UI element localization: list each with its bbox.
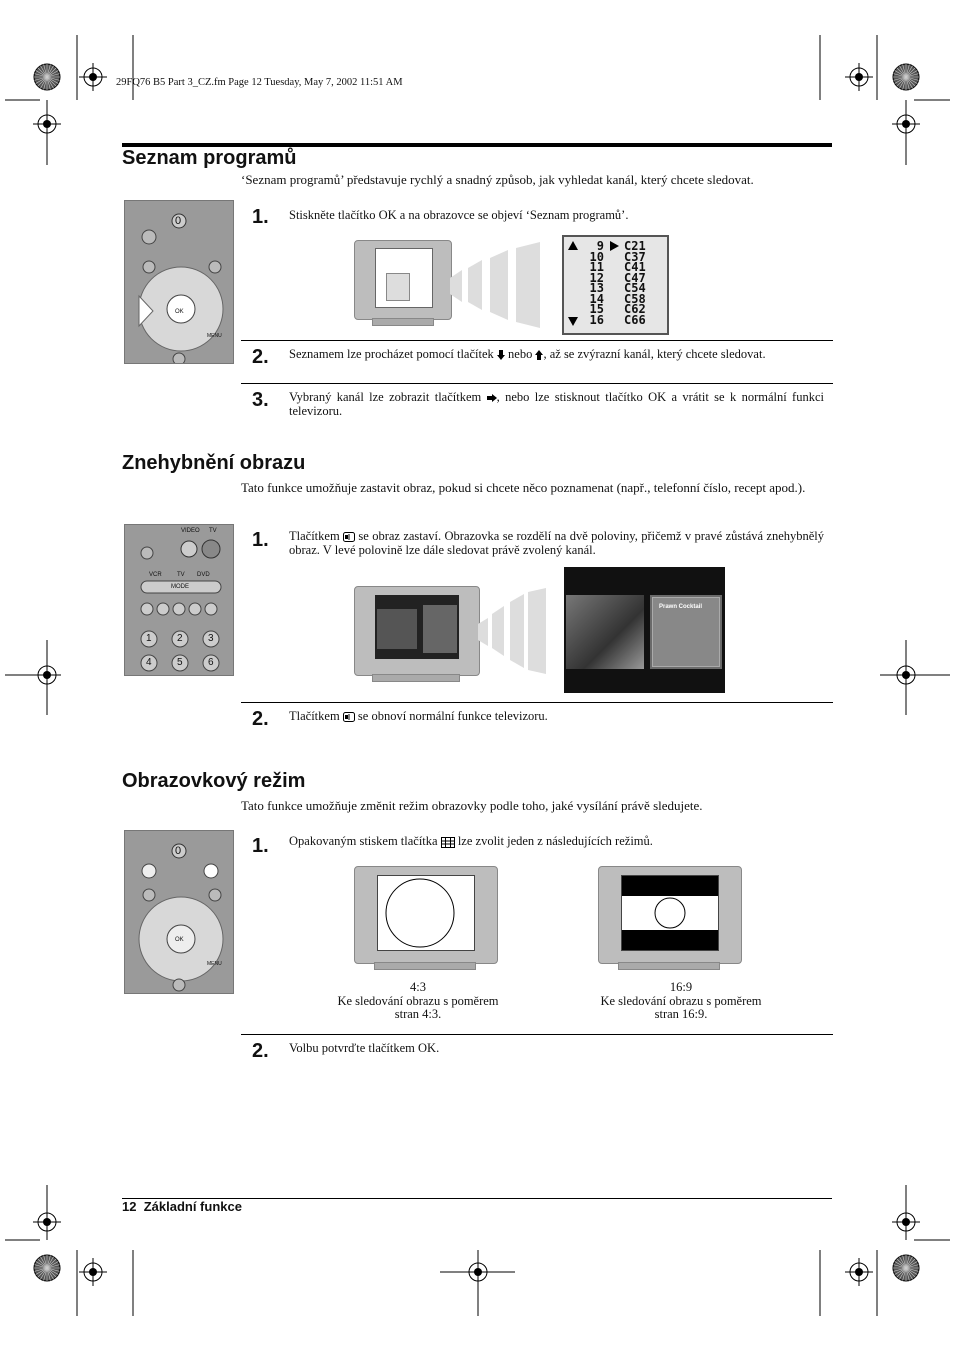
program-list-panel bbox=[562, 235, 669, 335]
step-text bbox=[289, 835, 824, 849]
program-number: 12 bbox=[589, 270, 604, 285]
zoom-arrow-graphic bbox=[450, 242, 546, 328]
remote-key-ok: OK bbox=[175, 937, 184, 943]
test-circle-icon bbox=[622, 896, 718, 930]
step-text-part: Tlačítkem bbox=[289, 529, 340, 543]
remote-control-image bbox=[124, 524, 234, 676]
remote-label-mode: MODE bbox=[171, 584, 189, 590]
tv-screen-4-3 bbox=[377, 875, 475, 951]
step-text-part: Vybraný kanál lze zobrazit tlačítkem bbox=[289, 390, 482, 404]
tv-stand bbox=[374, 962, 476, 970]
step-text-part: se obraz zastaví. Obrazovka se rozdělí na dvě poloviny, přičemž v pravé zůstává znehybnělý obraz. V levé polovině lze dále sledovat právě zvolený kanál. bbox=[289, 529, 825, 557]
section-title-program-list: Seznam programů bbox=[122, 147, 297, 169]
registration-mark bbox=[845, 63, 873, 91]
step-number: 2. bbox=[252, 346, 269, 368]
tv-illustration-4-3 bbox=[354, 866, 498, 964]
step-number: 1. bbox=[252, 206, 269, 228]
step-text: Stiskněte tlačítko OK a na obrazovce se objeví ‘Seznam programů’. bbox=[289, 208, 629, 222]
remote-key-zero: 0 bbox=[175, 845, 182, 857]
remote-key-4: 4 bbox=[146, 657, 152, 668]
remote-key-2: 2 bbox=[177, 633, 183, 644]
up-arrow-icon bbox=[568, 241, 578, 250]
registration-mark bbox=[33, 661, 61, 689]
mode-description: stran 4:3. bbox=[394, 1007, 442, 1021]
step-text-part: se obnoví normální funkce televizoru. bbox=[357, 709, 548, 723]
page-number: 12 bbox=[122, 1199, 137, 1214]
step-text bbox=[289, 710, 824, 724]
remote-key-1: 1 bbox=[146, 633, 152, 644]
recipe-title: Prawn Cocktail bbox=[659, 604, 703, 610]
registration-mark bbox=[33, 1208, 61, 1236]
step-number: 1. bbox=[252, 835, 269, 857]
section-intro: Tato funkce umožňuje zastavit obraz, pokud si chcete něco poznamenat (např., telefonní číslo, recept apod.). bbox=[241, 480, 806, 495]
freeze-picture-icon bbox=[343, 532, 355, 542]
remote-control-image bbox=[124, 830, 234, 994]
program-number: 14 bbox=[589, 291, 604, 306]
freeze-picture-icon bbox=[343, 712, 355, 722]
tv-screen bbox=[375, 248, 433, 308]
program-number: 9 bbox=[596, 239, 604, 253]
tv-stand bbox=[618, 962, 720, 970]
step-text bbox=[289, 530, 824, 557]
program-number: 10 bbox=[589, 249, 604, 264]
mode-description: Ke sledování obrazu s poměrem bbox=[600, 993, 762, 1008]
remote-label-tv2: TV bbox=[177, 572, 185, 578]
section-title-freeze: Znehybnění obrazu bbox=[122, 452, 306, 474]
tv-illustration bbox=[354, 240, 452, 320]
mini-program-list bbox=[386, 273, 410, 301]
program-channel: C58 bbox=[624, 291, 646, 306]
right-arrow-icon bbox=[487, 394, 497, 402]
live-picture-half bbox=[566, 595, 644, 669]
remote-key-3: 3 bbox=[208, 633, 214, 644]
mode-description: stran 16:9. bbox=[654, 1007, 708, 1021]
star-target-mark bbox=[893, 1255, 919, 1281]
step-number: 2. bbox=[252, 708, 269, 730]
step-divider bbox=[241, 1034, 833, 1035]
step-divider bbox=[241, 702, 833, 703]
remote-label-video: VIDEO bbox=[181, 528, 200, 534]
registration-mark bbox=[892, 661, 920, 689]
section-intro: ‘Seznam programů’ představuje rychlý a snadný způsob, jak vyhledat kanál, který chcete sledovat. bbox=[241, 172, 754, 187]
right-arrow-icon bbox=[610, 241, 619, 251]
split-screen-enlarged bbox=[564, 567, 725, 693]
registration-mark bbox=[33, 110, 61, 138]
program-number: 15 bbox=[589, 302, 604, 316]
file-header: 29FQ76 B5 Part 3_CZ.fm Page 12 Tuesday, May 7, 2002 11:51 AM bbox=[116, 77, 403, 88]
remote-key-menu: MENU bbox=[207, 333, 222, 339]
step-text-part: Opakovaným stiskem tlačítka bbox=[289, 834, 438, 848]
remote-key-5: 5 bbox=[177, 657, 183, 668]
registration-mark bbox=[892, 110, 920, 138]
tv-stand bbox=[372, 674, 460, 682]
step-number: 2. bbox=[252, 1040, 269, 1062]
program-number: 11 bbox=[589, 260, 604, 274]
step-text: Volbu potvrďte tlačítkem OK. bbox=[289, 1041, 440, 1055]
remote-key-6: 6 bbox=[208, 657, 214, 668]
program-number-column bbox=[582, 241, 604, 325]
program-number: 16 bbox=[589, 312, 604, 327]
recipe-panel bbox=[652, 597, 720, 667]
frozen-picture-half bbox=[423, 605, 457, 653]
channel-column bbox=[624, 241, 660, 325]
tv-screen-16-9 bbox=[621, 875, 719, 951]
step-text bbox=[289, 391, 824, 418]
remote-label-vcr: VCR bbox=[149, 572, 162, 578]
mode-caption-4-3 bbox=[308, 981, 528, 1022]
step-text-part: Seznamem lze procházet pomocí tlačítek bbox=[289, 347, 494, 361]
down-arrow-icon bbox=[568, 317, 578, 326]
registration-mark bbox=[79, 63, 107, 91]
program-channel: C21 bbox=[624, 239, 646, 253]
page-footer bbox=[122, 1199, 242, 1214]
mode-ratio: 16:9 bbox=[669, 980, 693, 994]
step-text-part: , nebo lze stisknout tlačítko OK a vrátit se k normální funkci televizoru. bbox=[289, 390, 824, 418]
remote-label-tv: TV bbox=[209, 528, 217, 534]
tv-stand bbox=[372, 318, 434, 326]
mode-caption-16-9 bbox=[571, 981, 791, 1022]
test-circle-icon bbox=[378, 876, 474, 950]
program-channel: C54 bbox=[624, 281, 646, 295]
live-picture-half bbox=[377, 609, 417, 649]
step-text-part: , až se zvýrazní kanál, který chcete sledovat. bbox=[543, 347, 766, 361]
registration-mark bbox=[845, 1258, 873, 1286]
star-target-mark bbox=[34, 1255, 60, 1281]
star-target-mark bbox=[34, 64, 60, 90]
footer-section: Základní funkce bbox=[143, 1199, 242, 1214]
screen-format-icon bbox=[441, 837, 455, 848]
star-target-mark bbox=[893, 64, 919, 90]
remote-label-dvd: DVD bbox=[197, 572, 210, 578]
remote-control-image bbox=[124, 200, 234, 364]
down-arrow-icon bbox=[497, 350, 505, 360]
program-channel: C37 bbox=[624, 249, 646, 264]
zoom-arrow-graphic bbox=[478, 588, 546, 674]
registration-mark bbox=[464, 1258, 492, 1286]
section-title-screen-mode: Obrazovkový režim bbox=[122, 770, 306, 792]
program-channel: C66 bbox=[624, 312, 646, 327]
tv-illustration bbox=[354, 586, 480, 676]
mode-description: Ke sledování obrazu s poměrem bbox=[337, 993, 499, 1008]
program-channel: C47 bbox=[624, 270, 646, 285]
step-text-part: Tlačítkem bbox=[289, 709, 340, 723]
mode-ratio: 4:3 bbox=[410, 980, 426, 994]
registration-mark bbox=[892, 1208, 920, 1236]
tv-screen bbox=[375, 595, 459, 659]
remote-key-zero: 0 bbox=[175, 215, 182, 227]
step-text-part: lze zvolit jeden z následujících režimů. bbox=[457, 834, 653, 848]
widescreen-area bbox=[622, 896, 718, 930]
section-intro: Tato funkce umožňuje změnit režim obrazovky podle toho, jaké vysílání právě sledujete. bbox=[241, 798, 703, 813]
remote-key-menu: MENU bbox=[207, 961, 222, 967]
remote-illustration bbox=[125, 525, 233, 675]
program-channel: C62 bbox=[624, 302, 646, 316]
frozen-picture-half bbox=[650, 595, 722, 669]
step-text bbox=[289, 348, 824, 362]
tv-illustration-16-9 bbox=[598, 866, 742, 964]
program-channel: C41 bbox=[624, 260, 646, 274]
remote-key-ok: OK bbox=[175, 309, 184, 315]
step-divider bbox=[241, 340, 833, 341]
step-number: 1. bbox=[252, 529, 269, 551]
step-divider bbox=[241, 383, 833, 384]
step-number: 3. bbox=[252, 389, 269, 411]
step-text-part: nebo bbox=[508, 347, 533, 361]
program-number: 13 bbox=[589, 281, 604, 295]
registration-mark bbox=[79, 1258, 107, 1286]
